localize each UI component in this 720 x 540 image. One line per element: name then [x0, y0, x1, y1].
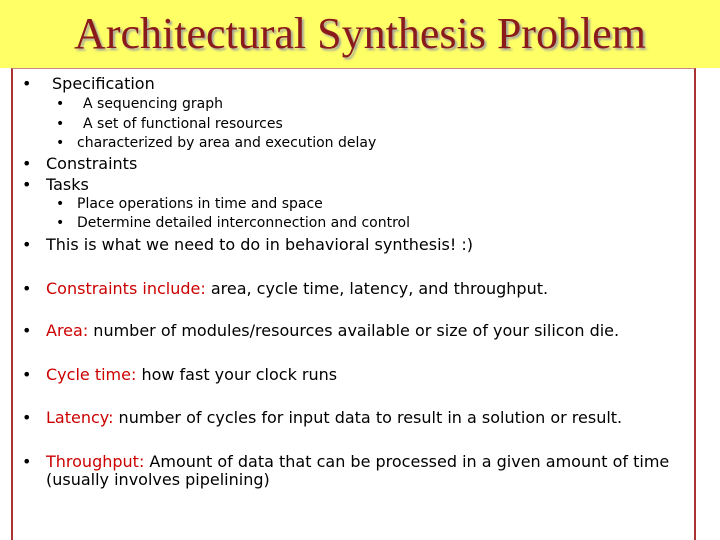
spec-item-1: A sequencing graph [83, 96, 223, 112]
bullet: • [22, 74, 32, 93]
definition-term: Latency: [46, 408, 114, 427]
specification-heading: Specification [52, 74, 155, 93]
bullet: • [22, 154, 32, 173]
bullet: • [22, 279, 32, 298]
sub-bullet: • [56, 96, 65, 112]
bullet: • [22, 452, 32, 471]
definition-term: Cycle time: [46, 365, 137, 384]
definition-throughput [46, 452, 669, 472]
bullet: • [22, 175, 32, 194]
throughput-continuation: (usually involves pipelining) [46, 470, 270, 489]
slide-title: Architectural Synthesis Problem [74, 9, 646, 58]
definition-text: number of cycles for input data to result in a solution or result. [113, 408, 623, 427]
definition-text: number of modules/resources available or size of your silicon die. [88, 321, 620, 340]
spec-item-3: characterized by area and execution delay [77, 135, 377, 151]
task-item-2: Determine detailed interconnection and control [77, 215, 410, 231]
bullet: • [22, 235, 32, 254]
behavioral-note: This is what we need to do in behavioral synthesis! :) [46, 235, 473, 254]
definition-term: Constraints include: [46, 279, 206, 298]
definition-term: Area: [46, 321, 89, 340]
sub-bullet: • [56, 215, 65, 231]
sub-bullet: • [56, 116, 65, 132]
spec-item-2: A set of functional resources [83, 116, 283, 132]
definition-latency [46, 408, 622, 428]
constraints-label: Constraints [46, 154, 138, 173]
definition-cycle-time [46, 365, 337, 385]
sub-bullet: • [56, 196, 65, 212]
bullet: • [22, 408, 32, 427]
sub-bullet: • [56, 135, 65, 151]
task-item-1: Place operations in time and space [77, 196, 323, 212]
definition-area [46, 321, 619, 341]
tasks-heading: Tasks [46, 175, 89, 194]
definition-text: how fast your clock runs [136, 365, 338, 384]
definition-term: Throughput: [46, 452, 145, 471]
bullet: • [22, 321, 32, 340]
bullet: • [22, 365, 32, 384]
definition-text: Amount of data that can be processed in a given amount of time [144, 452, 670, 471]
definition-text: area, cycle time, latency, and throughput. [205, 279, 549, 298]
definition-constraints [46, 279, 548, 299]
